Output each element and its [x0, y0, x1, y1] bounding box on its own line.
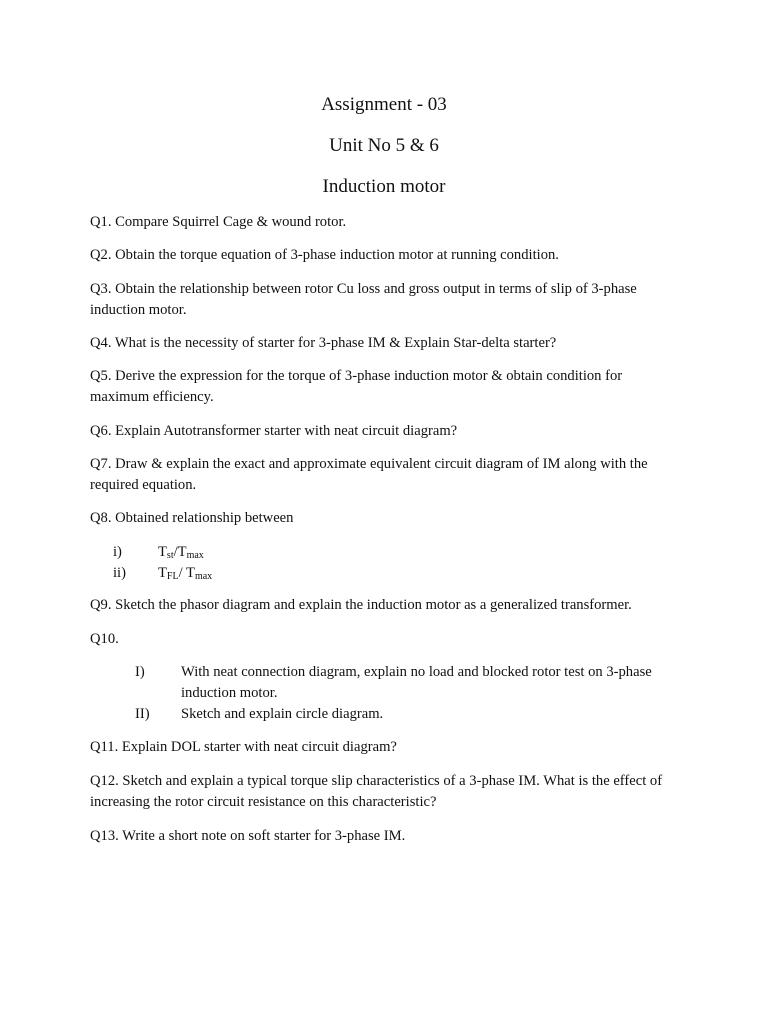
formula-subscript: max: [194, 571, 213, 582]
formula-symbol: T: [158, 565, 167, 581]
unit-title: Unit No 5 & 6: [329, 135, 439, 156]
topic-title: Induction motor: [322, 176, 446, 197]
q8-item-ii-number: ii): [113, 565, 126, 581]
formula-separator: / T: [178, 565, 195, 581]
q10-item-1-number: I): [135, 664, 145, 680]
q8-item-ii-formula: [158, 563, 212, 584]
question-10: Q10.: [90, 631, 119, 647]
question-13: Q13. Write a short note on soft starter for 3-phase IM.: [90, 828, 406, 844]
question-3: Q3. Obtain the relationship between rotor Cu loss and gross output in terms of slip of 3-phase induction motor.: [90, 281, 637, 318]
question-4: Q4. What is the necessity of starter for 3-phase IM & Explain Star-delta starter?: [90, 335, 557, 351]
formula-separator: /T: [173, 544, 187, 560]
q10-item-1-text: With neat connection diagram, explain no load and blocked rotor test on 3-phase induction motor.: [181, 664, 652, 701]
question-12: Q12. Sketch and explain a typical torque slip characteristics of a 3-phase IM. What is the effect of increasing the rotor circuit resistance on this characteristic?: [90, 773, 663, 810]
formula-subscript: st: [166, 550, 174, 561]
assignment-title: Assignment - 03: [321, 94, 447, 115]
formula-symbol: T: [158, 544, 167, 560]
q10-item-2-number: II): [135, 706, 150, 722]
question-7: Q7. Draw & explain the exact and approximate equivalent circuit diagram of IM along with the required equation.: [90, 456, 648, 493]
question-8: Q8. Obtained relationship between: [90, 510, 294, 526]
q8-item-i-number: i): [113, 544, 122, 560]
question-9: Q9. Sketch the phasor diagram and explain the induction motor as a generalized transformer.: [90, 597, 632, 613]
question-2: Q2. Obtain the torque equation of 3-phase induction motor at running condition.: [90, 247, 559, 263]
formula-subscript: FL: [166, 571, 179, 582]
q10-item-2-text: Sketch and explain circle diagram.: [181, 706, 384, 722]
question-1: Q1. Compare Squirrel Cage & wound rotor.: [90, 214, 347, 230]
question-5: Q5. Derive the expression for the torque of 3-phase induction motor & obtain condition for maximum efficiency.: [90, 368, 623, 405]
question-6: Q6. Explain Autotransformer starter with neat circuit diagram?: [90, 423, 458, 439]
q8-item-i-formula: [158, 542, 204, 563]
question-11: Q11. Explain DOL starter with neat circuit diagram?: [90, 739, 397, 755]
formula-subscript: max: [186, 550, 204, 561]
